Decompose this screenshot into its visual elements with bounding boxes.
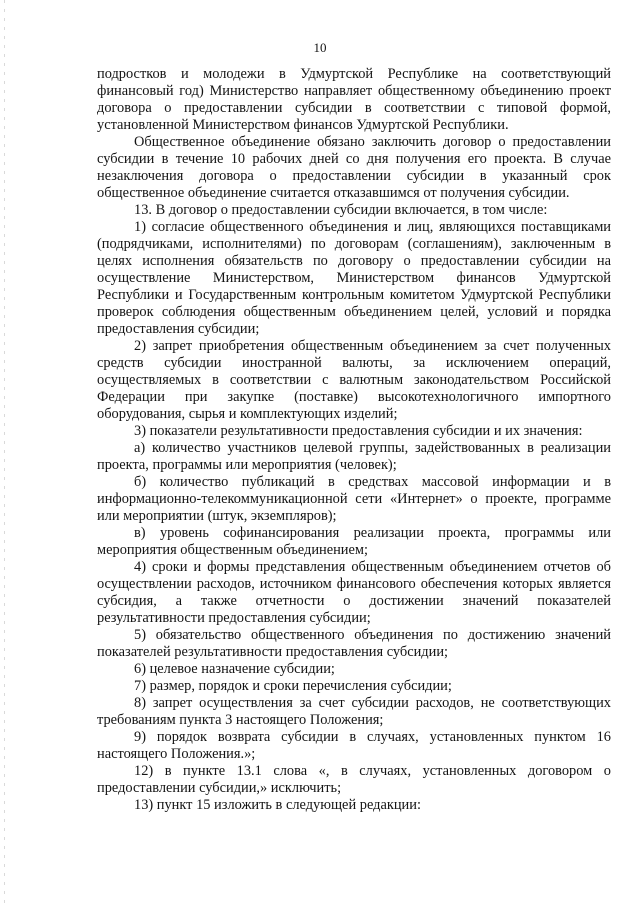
paragraph-subitem-8: 8) запрет осуществления за счет субсидии расходов, не соответствующих требованиям пункта 3 настоящего Положения; (97, 695, 611, 728)
paragraph-subitem-2: 2) запрет приобретения общественным объединением за счет полученных средств субсидии иностранной валюты, за исключением операций, осуществляемых в соответствии с валютным законодательством Российской Федерации при закупке (поставке) высокотехнологичного импортного оборудования, сырья и комплектующих изделий; (97, 338, 611, 422)
paragraph-subitem-3b: б) количество публикаций в средствах массовой информации и в информационно-телекоммуникационной сети «Интернет» о проекте, программе или мероприятии (штук, экземпляров); (97, 474, 611, 524)
paragraph-subitem-9: 9) порядок возврата субсидии в случаях, установленных пунктом 16 настоящего Положения.»; (97, 729, 611, 762)
paragraph-amendment-13: 13) пункт 15 изложить в следующей редакции: (134, 797, 421, 813)
paragraph-subitem-4: 4) сроки и формы представления общественным объединением отчетов об осуществлении расходов, источником финансового обеспечения которых является субсидия, а также отчетности о достижении значений показателей результативности предоставления субсидии; (97, 559, 611, 626)
paragraph-subitem-3a: а) количество участников целевой группы, задействованных в реализации проекта, программы или мероприятия (человек); (97, 440, 611, 473)
document-body (97, 66, 611, 814)
paragraph-subitem-1: 1) согласие общественного объединения и лиц, являющихся поставщиками (подрядчиками, исполнителями) по договорам (соглашениям), заключенным в целях исполнения обязательств по договору о предоставлении субсидии на осуществление Министерством, Министерством финансов Удмуртской Республики и Государственным контрольным комитетом Удмуртской Республики проверок соблюдения общественным объединением целей, условий и порядка предоставления субсидии; (97, 219, 611, 337)
page-number: 10 (313, 40, 327, 55)
paragraph-continuation: подростков и молодежи в Удмуртской Республике на соответствующий финансовый год) Министерство направляет общественному объединению проект договора о предоставлении субсидии в соответствии с типовой формой, установленной Министерством финансов Удмуртской Республики. (97, 66, 611, 133)
paragraph-subitem-3: 3) показатели результативности предоставления субсидии и их значения: (134, 423, 583, 439)
paragraph-item-13: 13. В договор о предоставлении субсидии включается, в том числе: (134, 202, 548, 218)
paragraph-obligation: Общественное объединение обязано заключить договор о предоставлении субсидии в течение 10 рабочих дней со дня получения его проекта. В случае незаключения договора о предоставлении субсидии в указанный срок общественное объединение считается отказавшимся от получения субсидии. (97, 134, 611, 201)
paragraph-subitem-6: 6) целевое назначение субсидии; (134, 661, 335, 677)
paragraph-amendment-12: 12) в пункте 13.1 слова «, в случаях, установленных договором о предоставлении субсидии,» исключить; (97, 763, 611, 796)
scan-edge-shadow (4, 0, 5, 905)
paragraph-subitem-3c: в) уровень софинансирования реализации проекта, программы или мероприятия общественным объединением; (97, 525, 611, 558)
paragraph-subitem-5: 5) обязательство общественного объединения по достижению значений показателей результативности предоставления субсидии; (97, 627, 611, 660)
paragraph-subitem-7: 7) размер, порядок и сроки перечисления субсидии; (134, 678, 452, 694)
